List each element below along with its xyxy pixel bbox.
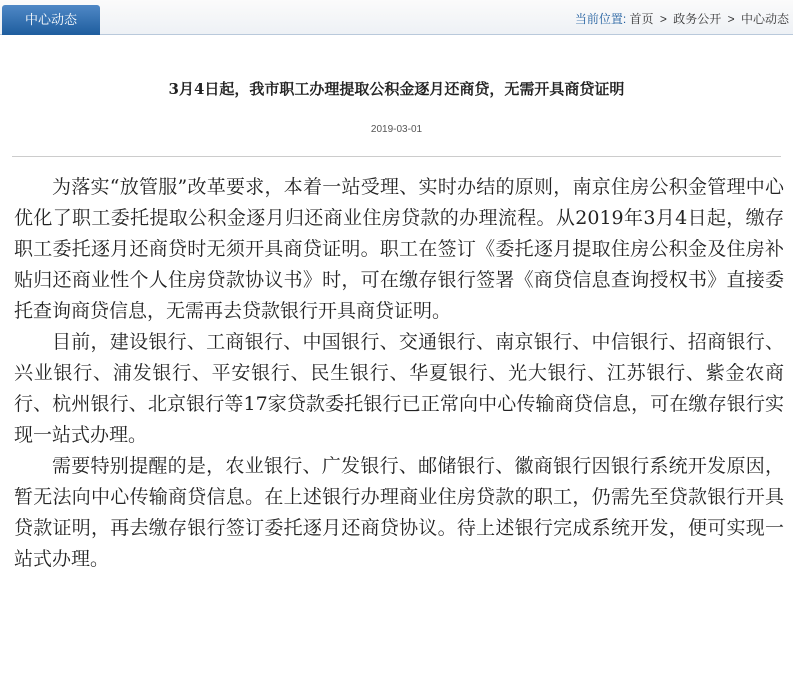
article-title: 3月4日起，我市职工办理提取公积金逐月还商贷，无需开具商贷证明 <box>168 80 625 98</box>
top-bar <box>0 0 793 35</box>
breadcrumb-separator: > <box>659 12 667 26</box>
breadcrumb-separator: > <box>727 12 735 26</box>
breadcrumb <box>575 10 789 27</box>
article-paragraph: 需要特别提醒的是，农业银行、广发银行、邮储银行、徽商银行因银行系统开发原因，暂无法向中心传输商贷信息。在上述银行办理商业住房贷款的职工，仍需先至贷款银行开具贷款证明，再去缴存银行签订委托逐月还商贷协议。待上述银行完成系统开发，便可实现一站式办理。 <box>14 455 784 570</box>
breadcrumb-item-government-affairs[interactable]: 政务公开 <box>673 12 722 26</box>
article-paragraph: 为落实“放管服”改革要求，本着一站受理、实时办结的原则，南京住房公积金管理中心优化了职工委托提取公积金逐月归还商业住房贷款的办理流程。从2019年3月4日起，缴存职工委托逐月还商贷时无须开具商贷证明。职工在签订《委托逐月提取住房公积金及住房补贴归还商业性个人住房贷款协议书》时，可在缴存银行签署《商贷信息查询授权书》直接委托查询商贷信息，无需再去贷款银行开具商贷证明。 <box>14 176 784 322</box>
title-divider <box>12 156 781 157</box>
breadcrumb-item-center-news[interactable]: 中心动态 <box>740 12 789 26</box>
article-paragraph: 目前，建设银行、工商银行、中国银行、交通银行、南京银行、中信银行、招商银行、兴业银行、浦发银行、平安银行、民生银行、华夏银行、光大银行、江苏银行、紫金农商行、杭州银行、北京银行等17家贷款委托银行已正常向中心传输商贷信息，可在缴存银行实现一站式办理。 <box>14 331 784 446</box>
article-body <box>14 172 784 575</box>
article-date: 2019-03-01 <box>370 124 423 135</box>
breadcrumb-item-home[interactable]: 首页 <box>629 12 654 26</box>
tab-center-news[interactable]: 中心动态 <box>2 5 100 35</box>
breadcrumb-label: 当前位置: <box>574 12 627 26</box>
